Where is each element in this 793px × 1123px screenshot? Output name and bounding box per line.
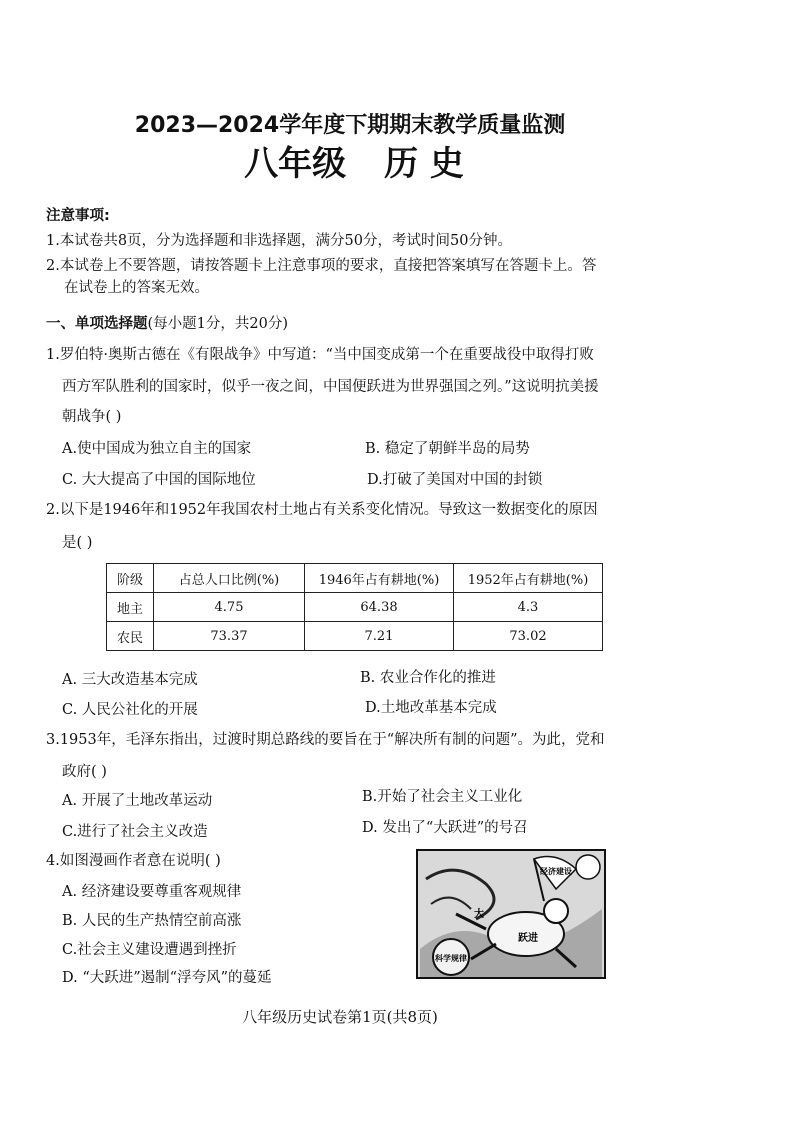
q4-option-a: A. 经济建设要尊重客观规律 xyxy=(62,884,242,900)
table-row xyxy=(107,593,603,622)
table-cell: 73.02 xyxy=(454,622,603,651)
land-table xyxy=(106,563,603,651)
table-cell: 73.37 xyxy=(154,622,305,651)
q3-option-d: D. 发出了“大跃进”的号召 xyxy=(362,820,528,836)
table-row xyxy=(107,622,603,651)
q4-option-b: B. 人民的生产热情空前高涨 xyxy=(62,913,242,929)
cartoon-label-law: 科学规律 xyxy=(435,954,467,963)
table-cell: 4.75 xyxy=(154,593,305,622)
table-cell: 地主 xyxy=(107,593,154,622)
q2-line-2: 是( ) xyxy=(62,535,93,551)
table-cell: 农民 xyxy=(107,622,154,651)
q3-option-a: A. 开展了土地改革运动 xyxy=(62,793,213,809)
notice-heading: 注意事项: xyxy=(46,208,110,224)
q1-option-a: A.使中国成为独立自主的国家 xyxy=(62,441,252,457)
cartoon-head xyxy=(544,899,568,923)
table-cell: 7.21 xyxy=(305,622,454,651)
notice-item-2: 2.本试卷上不要答题，请按答题卡上注意事项的要求，直接把答案填写在答题卡上。答 xyxy=(46,258,597,274)
cartoon-label-leap: 跃进 xyxy=(518,933,538,944)
q1-option-c: C. 大大提高了中国的国际地位 xyxy=(62,472,256,488)
q3-option-b: B.开始了社会主义工业化 xyxy=(362,789,523,805)
q1-option-b: B. 稳定了朝鲜半岛的局势 xyxy=(365,441,530,457)
table-cell: 64.38 xyxy=(305,593,454,622)
table-header-row xyxy=(107,564,603,593)
q2-option-b: B. 农业合作化的推进 xyxy=(360,670,496,686)
table-header-cell: 1946年占有耕地(%) xyxy=(305,564,454,593)
q2-option-a: A. 三大改造基本完成 xyxy=(62,672,198,688)
section-heading xyxy=(46,314,288,334)
q2-line-1: 2.以下是1946年和1952年我国农村土地占有关系变化情况。导致这一数据变化的原因 xyxy=(46,502,598,518)
notice-item-2-cont: 在试卷上的答案无效。 xyxy=(64,280,209,296)
q2-option-d: D.土地改革基本完成 xyxy=(365,700,497,716)
cartoon-label-econ: 经济建设 xyxy=(540,867,572,876)
exam-title: 2023—2024学年度下期期末教学质量监测 xyxy=(134,113,566,138)
grade-subject-title xyxy=(0,136,708,185)
cartoon-bubble xyxy=(576,855,600,879)
grade-label: 八年级 xyxy=(244,144,347,184)
q4-option-c: C.社会主义建设遭遇到挫折 xyxy=(62,942,237,958)
table-cell: 4.3 xyxy=(454,593,603,622)
q2-option-c: C. 人民公社化的开展 xyxy=(62,702,198,718)
table-header-cell: 阶级 xyxy=(107,564,154,593)
notice-item-1: 1.本试卷共8页，分为选择题和非选择题，满分50分，考试时间50分钟。 xyxy=(46,233,512,249)
section-note: (每小题1分，共20分) xyxy=(147,316,288,332)
table-header-cell: 占总人口比例(%) xyxy=(154,564,305,593)
q3-line-1: 3.1953年，毛泽东指出，过渡时期总路线的要旨在于“解决所有制的问题”。为此，党和 xyxy=(46,732,605,748)
section-title: 一、单项选择题 xyxy=(46,316,148,332)
page-footer: 八年级历史试卷第1页(共8页) xyxy=(242,1008,438,1026)
cartoon-label-big: 大 xyxy=(474,909,484,920)
q1-option-d: D.打破了美国对中国的封锁 xyxy=(367,472,543,488)
q4-line: 4.如图漫画作者意在说明( ) xyxy=(46,853,221,869)
table-header-cell: 1952年占有耕地(%) xyxy=(454,564,603,593)
cartoon-image xyxy=(416,849,606,979)
q1-line-1: 1.罗伯特·奥斯古德在《有限战争》中写道：“当中国变成第一个在重要战役中取得打败 xyxy=(46,347,594,363)
q1-line-3: 朝战争( ) xyxy=(62,409,122,425)
q1-line-2: 西方军队胜利的国家时，似乎一夜之间，中国便跃进为世界强国之列。”这说明抗美援 xyxy=(62,379,599,395)
q4-option-d: D. “大跃进”遏制“浮夸风”的蔓延 xyxy=(62,970,272,986)
q3-option-c: C.进行了社会主义改造 xyxy=(62,824,208,840)
subject-label: 历 史 xyxy=(384,144,464,184)
q3-line-2: 政府( ) xyxy=(62,764,107,780)
